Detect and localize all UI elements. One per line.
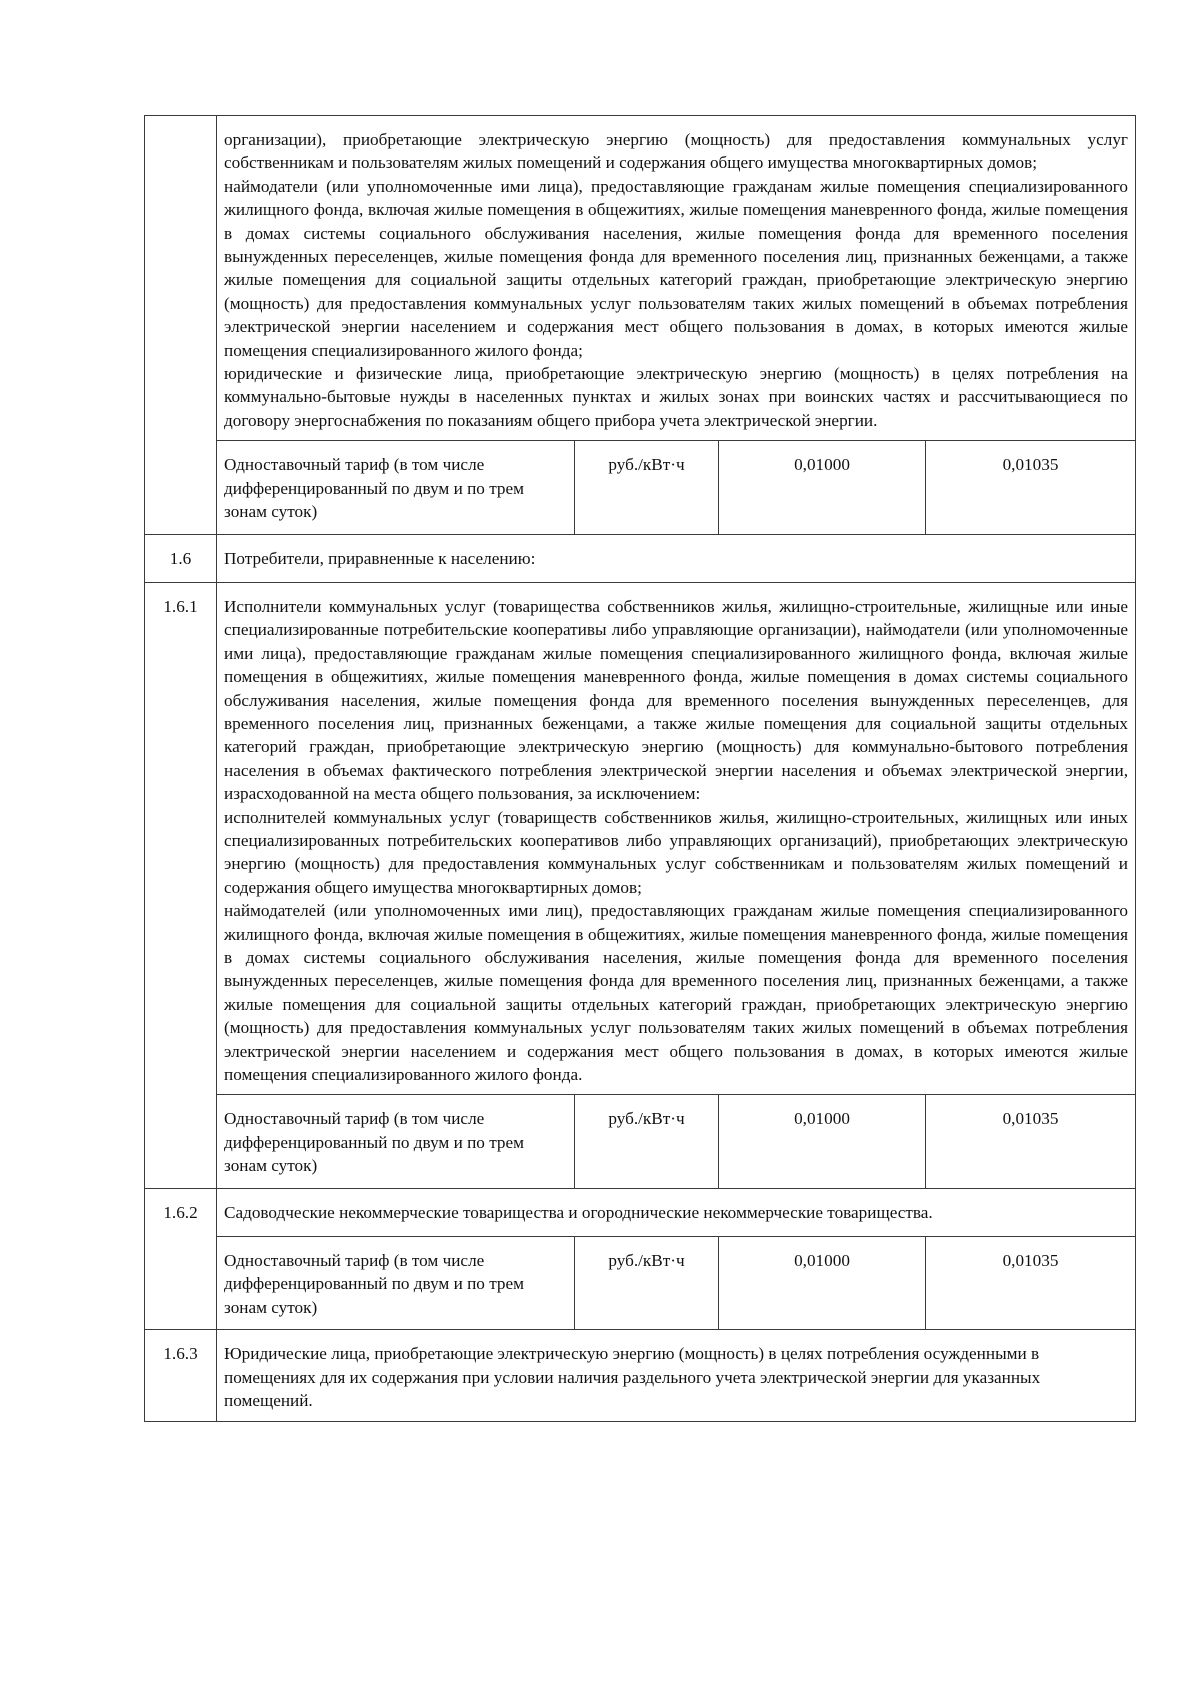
row-number: 1.6.2 [145,1188,217,1330]
description-paragraph: организации), приобретающие электрическую энергию (мощность) для предоставления коммунальных услуг собственникам и пользователям жилых помещений и содержания общего имущества многоквартирных домов; [224,130,1128,173]
tariff-value-second-half: 0,01035 [926,1237,1136,1330]
table-row-1-6-3 [145,1330,1136,1421]
table-row-1-6-1 [145,582,1136,1095]
tariff-unit: руб./кВт·ч [575,441,719,534]
description-paragraph: Исполнители коммунальных услуг (товарищества собственников жилья, жилищно-строительные, жилищные или иные специализированные потребительские кооперативы либо управляющие организации), наймодатели (или уполномоченные ими лица), предоставляющие гражданам жилые помещения специализированного жилищного фонда, включая жилые помещения в общежитиях, жилые помещения маневренного фонда, жилые помещения в домах системы социального обслуживания населения, жилые помещения фонда для временного поселения вынужденных переселенцев, для временного поселения лиц, признанных беженцами, а также жилые помещения для социальной защиты отдельных категорий граждан, приобретающие электрическую энергию (мощность) для коммунально-бытового потребления населения в объемах фактического потребления электрической энергии населения и объемах электрической энергии, израсходованной на места общего пользования, за исключением: [224,596,1128,804]
tariff-unit: руб./кВт·ч [575,1237,719,1330]
tariff-row [145,1237,1136,1330]
document-page [144,115,1135,1422]
tariff-value-first-half: 0,01000 [719,1237,926,1330]
table-row-1-6 [145,534,1136,582]
tariff-row [145,1095,1136,1188]
row-number-cell [145,116,217,535]
consumer-description [217,116,1136,441]
tariff-value-first-half: 0,01000 [719,1095,926,1188]
tariff-name: Одноставочный тариф (в том числе дифференцированный по двум и по трем зонам суток) [217,1095,575,1188]
tariff-name: Одноставочный тариф (в том числе дифференцированный по двум и по трем зонам суток) [217,1237,575,1330]
tariff-value-second-half: 0,01035 [926,441,1136,534]
tariff-unit: руб./кВт·ч [575,1095,719,1188]
description-paragraph: исполнителей коммунальных услуг (товариществ собственников жилья, жилищно-строительных, жилищных или иных специализированных потребительских кооперативов либо управляющих организаций), приобретающих электрическую энергию (мощность) для предоставления коммунальных услуг собственникам и пользователям жилых помещений и содержания общего имущества многоквартирных домов; [224,807,1128,897]
table-row-continuation [145,116,1136,441]
description-paragraph: юридические и физические лица, приобретающие электрическую энергию (мощность) в целях потребления на коммунально-бытовые нужды в населенных пунктах и жилых зонах при воинских частях и рассчитывающиеся по договору энергоснабжения по показаниям общего прибора учета электрической энергии. [224,364,1128,430]
description-paragraph: наймодателей (или уполномоченных ими лиц), предоставляющих гражданам жилые помещения специализированного жилищного фонда, включая жилые помещения в общежитиях, жилые помещения маневренного фонда, жилые помещения в домах системы социального обслуживания населения, жилые помещения фонда для временного поселения вынужденных переселенцев, жилые помещения фонда для временного поселения лиц, признанных беженцами, а также жилые помещения для социальной защиты отдельных категорий граждан, приобретающих электрическую энергию (мощность) для предоставления коммунальных услуг пользователям таких жилых помещений в объемах потребления электрической энергии населением и содержания мест общего пользования в домах, в которых имеются жилые помещения специализированного жилого фонда. [224,901,1128,1085]
consumer-description [217,1330,1136,1421]
row-number: 1.6 [145,534,217,582]
row-number: 1.6.1 [145,582,217,1188]
row-number: 1.6.3 [145,1330,217,1421]
description-paragraph: наймодатели (или уполномоченные ими лица), предоставляющие гражданам жилые помещения специализированного жилищного фонда, включая жилые помещения в общежитиях, жилые помещения маневренного фонда, жилые помещения в домах системы социального обслуживания населения, жилые помещения фонда для временного поселения вынужденных переселенцев, жилые помещения фонда для временного поселения лиц, признанных беженцами, а также жилые помещения для социальной защиты отдельных категорий граждан, приобретающие электрическую энергию (мощность) для предоставления коммунальных услуг пользователям таких жилых помещений в объемах потребления электрической энергии населением и содержания мест общего пользования в домах, в которых имеются жилые помещения специализированного жилого фонда; [224,176,1128,360]
tariff-table [144,115,1136,1422]
tariff-name: Одноставочный тариф (в том числе дифференцированный по двум и по трем зонам суток) [217,441,575,534]
tariff-row [145,441,1136,534]
description-paragraph: Юридические лица, приобретающие электрическую энергию (мощность) в целях потребления осужденными в помещениях для их содержания при условии наличия раздельного учета электрической энергии для указанных помещений. [224,1344,1041,1411]
consumer-description [217,582,1136,1095]
consumer-description: Садоводческие некоммерческие товарищества и огороднические некоммерческие товарищества. [217,1188,1136,1236]
tariff-value-first-half: 0,01000 [719,441,926,534]
table-row-1-6-2 [145,1188,1136,1236]
section-heading: Потребители, приравненные к населению: [217,534,1136,582]
tariff-value-second-half: 0,01035 [926,1095,1136,1188]
